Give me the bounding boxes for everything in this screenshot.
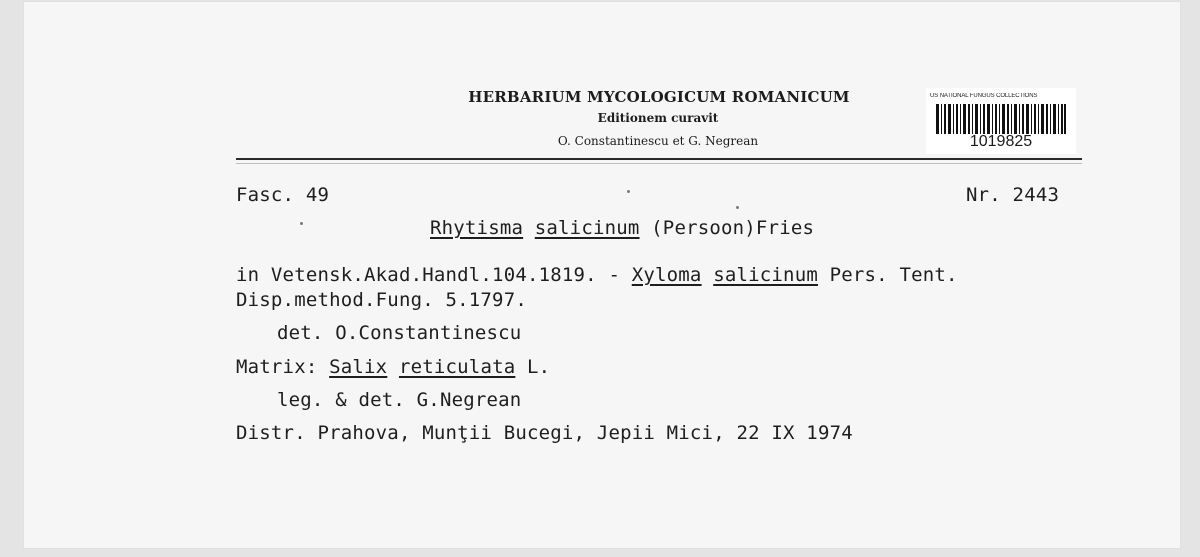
exsiccata-number: Nr. 2443 [966, 184, 1060, 206]
herbarium-title: HERBARIUM MYCOLOGICUM ROMANICUM [468, 88, 850, 106]
host-genus: Salix [329, 356, 388, 378]
taxon-species: salicinum [534, 217, 640, 239]
citation-line-2: Disp.method.Fung. 5.1797. [236, 289, 527, 311]
host-species: reticulata [398, 356, 516, 378]
paper-speck [300, 222, 303, 225]
taxon-name [430, 217, 814, 239]
citation-part1: in Vetensk.Akad.Handl.104.1819. - [236, 264, 632, 286]
matrix-line [236, 356, 550, 378]
collector-line: leg. & det. G.Negrean [277, 389, 522, 411]
matrix-prefix: Matrix: [236, 356, 330, 378]
barcode-institution: US NATIONAL FUNGUS COLLECTIONS [930, 93, 1038, 99]
synonym-genus: Xyloma [631, 264, 702, 286]
header-divider-faint [236, 163, 1082, 164]
barcode-icon [936, 104, 1066, 134]
barcode-sticker [926, 88, 1076, 154]
barcode-number: 1019825 [969, 133, 1033, 150]
citation-line-1 [236, 264, 958, 286]
paper-speck [627, 190, 630, 193]
host-authority: L. [515, 356, 551, 378]
herbarium-subtitle: Editionem curavit [597, 111, 719, 125]
fascicle-number: Fasc. 49 [236, 184, 330, 206]
citation-part2: Pers. Tent. [817, 264, 958, 286]
locality-line: Distr. Prahova, Munţii Bucegi, Jepii Mici, 22 IX 1974 [236, 422, 853, 444]
paper-speck [736, 206, 739, 209]
herbarium-editors: O. Constantinescu et G. Negrean [557, 134, 759, 148]
taxon-genus: Rhytisma [430, 217, 524, 239]
synonym-species: salicinum [713, 264, 818, 286]
determiner-line: det. O.Constantinescu [277, 322, 522, 344]
taxon-authority: (Persoon)Fries [651, 217, 815, 239]
header-divider [236, 158, 1082, 160]
